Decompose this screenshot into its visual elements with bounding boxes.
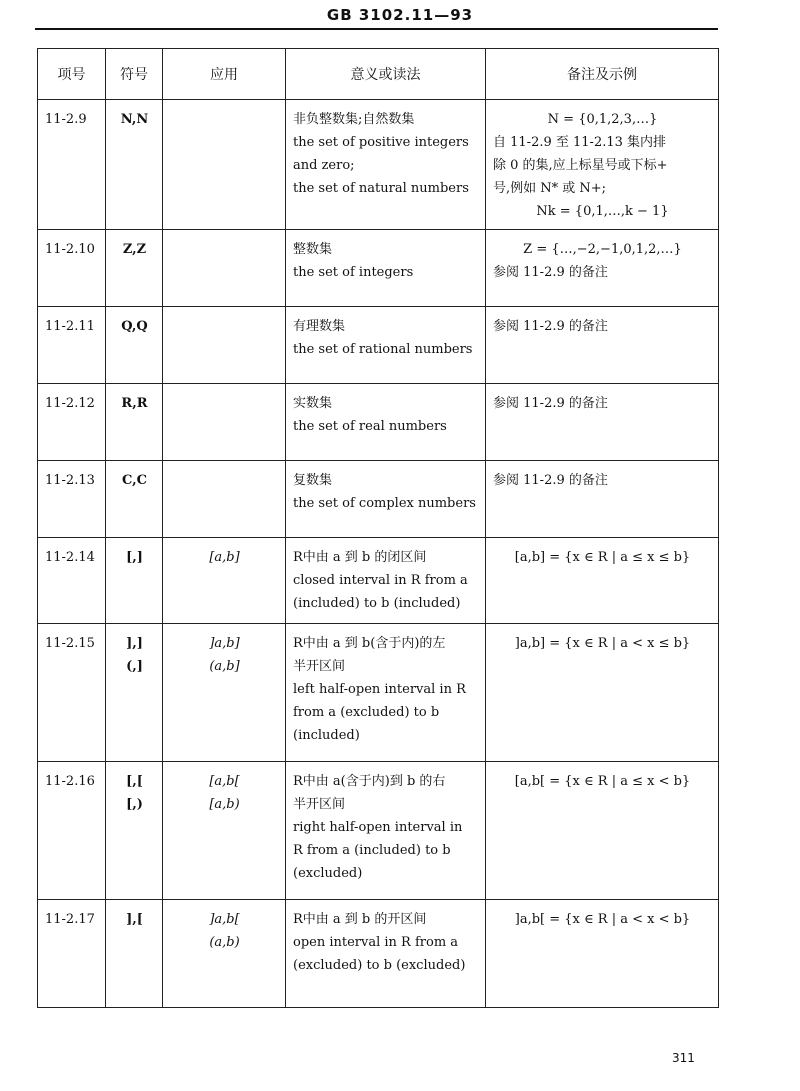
meaning-cell-line: the set of real numbers [293, 419, 447, 434]
meaning-cell-line: right half-open interval in [293, 820, 463, 835]
meaning-cell [286, 624, 486, 762]
application-cell-line: ]a,b[ [209, 912, 240, 927]
symbol-cell [106, 307, 163, 384]
meaning-cell-line: (included) to b (included) [293, 596, 461, 611]
meaning-cell-line: 有理数集 [293, 319, 346, 334]
meaning-cell [286, 384, 486, 461]
notes-cell [486, 900, 719, 1008]
notes-cell-line: [a,b[ = {x ∈ R | a ≤ x < b} [514, 774, 691, 789]
application-cell-line: (a,b) [209, 935, 240, 950]
table-row [38, 307, 719, 384]
meaning-cell-line: the set of natural numbers [293, 181, 469, 196]
symbol-cell [106, 538, 163, 624]
symbol-cell-line: [,] [126, 550, 143, 565]
notes-cell-line: N = {0,1,2,3,…} [547, 112, 658, 127]
table-row [38, 230, 719, 307]
notes-cell-line: 自 11-2.9 至 11-2.13 集内排 [493, 135, 667, 150]
meaning-cell-line: the set of positive integers [293, 135, 469, 150]
item-number-cell: 11-2.9 [38, 100, 106, 230]
notes-cell [486, 461, 719, 538]
col-header-application: 应用 [163, 49, 286, 100]
notes-cell [486, 307, 719, 384]
meaning-cell-line: (included) [293, 728, 360, 743]
meaning-cell-line: 非负整数集;自然数集 [293, 112, 415, 127]
application-cell [163, 307, 286, 384]
notes-cell [486, 762, 719, 900]
application-cell [163, 900, 286, 1008]
application-cell-line: [a,b[ [209, 774, 240, 789]
meaning-cell-line: from a (excluded) to b [293, 705, 440, 720]
table-row [38, 624, 719, 762]
standard-header: GB 3102.11—93 [326, 6, 474, 24]
meaning-cell-line: 复数集 [293, 473, 333, 488]
item-number-cell: 11-2.16 [38, 762, 106, 900]
symbol-cell [106, 461, 163, 538]
application-cell-line: (a,b] [209, 659, 240, 674]
notes-cell-line: 号,例如 N* 或 N+; [493, 181, 607, 196]
notes-cell [486, 538, 719, 624]
symbol-cell [106, 100, 163, 230]
symbol-cell-line: (,] [126, 659, 143, 674]
meaning-cell-line: 实数集 [293, 396, 333, 411]
application-cell [163, 624, 286, 762]
header-rule [35, 28, 718, 30]
meaning-cell-line: R中由 a 到 b 的闭区间 [293, 550, 427, 565]
notes-cell-line: ]a,b[ = {x ∈ R | a < x < b} [514, 912, 691, 927]
col-header-symbol: 符号 [106, 49, 163, 100]
meaning-cell [286, 100, 486, 230]
meaning-cell [286, 230, 486, 307]
application-cell [163, 762, 286, 900]
item-number-cell: 11-2.15 [38, 624, 106, 762]
meaning-cell-line: the set of integers [293, 265, 414, 280]
symbol-cell-line: N,N [120, 112, 149, 127]
meaning-cell-line: R中由 a 到 b(含于内)的左 [293, 636, 446, 651]
notes-cell-line: 除 0 的集,应上标星号或下标+ [493, 158, 668, 173]
symbol-cell-line: Q,Q [121, 319, 148, 334]
notes-cell-line: 参阅 11-2.9 的备注 [493, 265, 608, 280]
notes-cell-line: 参阅 11-2.9 的备注 [493, 473, 608, 488]
meaning-cell-line: R from a (included) to b [293, 843, 451, 858]
application-cell-line: ]a,b] [209, 636, 240, 651]
notes-cell-line: 参阅 11-2.9 的备注 [493, 319, 608, 334]
symbol-cell [106, 384, 163, 461]
meaning-cell-line: R中由 a 到 b 的开区间 [293, 912, 427, 927]
meaning-cell-line: 半开区间 [293, 797, 346, 812]
meaning-cell [286, 461, 486, 538]
notes-cell-line: 参阅 11-2.9 的备注 [493, 396, 608, 411]
meaning-cell-line: R中由 a(含于内)到 b 的右 [293, 774, 446, 789]
page-number: 311 [672, 1051, 695, 1065]
item-number-cell: 11-2.14 [38, 538, 106, 624]
meaning-cell-line: and zero; [293, 158, 355, 173]
application-cell [163, 384, 286, 461]
col-header-meaning: 意义或读法 [286, 49, 486, 100]
symbol-cell-line: ],[ [126, 912, 143, 927]
notes-cell [486, 624, 719, 762]
symbol-cell [106, 230, 163, 307]
meaning-cell-line: the set of rational numbers [293, 342, 473, 357]
table-body [38, 100, 719, 1008]
meaning-cell [286, 900, 486, 1008]
col-header-notes: 备注及示例 [486, 49, 719, 100]
meaning-cell-line: 整数集 [293, 242, 333, 257]
table-row [38, 762, 719, 900]
symbol-cell-line: ],] [126, 636, 143, 651]
notes-cell-line: Z = {…,−2,−1,0,1,2,…} [523, 242, 682, 257]
item-number-cell: 11-2.11 [38, 307, 106, 384]
col-header-item-no: 项号 [38, 49, 106, 100]
table-row [38, 100, 719, 230]
application-cell-line: [a,b) [209, 797, 240, 812]
item-number-cell: 11-2.17 [38, 900, 106, 1008]
application-cell-line: [a,b] [209, 550, 240, 565]
symbol-cell-line: C,C [122, 473, 147, 488]
item-number-cell: 11-2.12 [38, 384, 106, 461]
item-number-cell: 11-2.13 [38, 461, 106, 538]
meaning-cell-line: (excluded) to b (excluded) [293, 958, 466, 973]
application-cell [163, 100, 286, 230]
meaning-cell-line: closed interval in R from a [293, 573, 468, 588]
application-cell [163, 461, 286, 538]
application-cell [163, 230, 286, 307]
application-cell [163, 538, 286, 624]
table-row [38, 461, 719, 538]
symbol-cell-line: R,R [121, 396, 148, 411]
notes-cell-line: [a,b] = {x ∈ R | a ≤ x ≤ b} [514, 550, 691, 565]
table-header-row [38, 49, 719, 100]
notes-cell [486, 230, 719, 307]
table-row [38, 384, 719, 461]
symbol-cell-line: [,[ [126, 774, 143, 789]
meaning-cell-line: the set of complex numbers [293, 496, 476, 511]
meaning-cell [286, 307, 486, 384]
meaning-cell-line: open interval in R from a [293, 935, 459, 950]
meaning-cell [286, 762, 486, 900]
symbols-table [37, 48, 719, 1008]
notes-cell-line: Nk = {0,1,…,k − 1} [536, 204, 669, 219]
symbol-cell [106, 624, 163, 762]
meaning-cell-line: (excluded) [293, 866, 363, 881]
meaning-cell-line: left half-open interval in R [293, 682, 466, 697]
item-number-cell: 11-2.10 [38, 230, 106, 307]
notes-cell [486, 384, 719, 461]
notes-cell-line: ]a,b] = {x ∈ R | a < x ≤ b} [514, 636, 691, 651]
table-row [38, 900, 719, 1008]
meaning-cell [286, 538, 486, 624]
symbol-cell [106, 762, 163, 900]
meaning-cell-line: 半开区间 [293, 659, 346, 674]
symbol-cell [106, 900, 163, 1008]
table-row [38, 538, 719, 624]
symbol-cell-line: Z,Z [122, 242, 147, 257]
notes-cell [486, 100, 719, 230]
symbol-cell-line: [,) [126, 797, 143, 812]
